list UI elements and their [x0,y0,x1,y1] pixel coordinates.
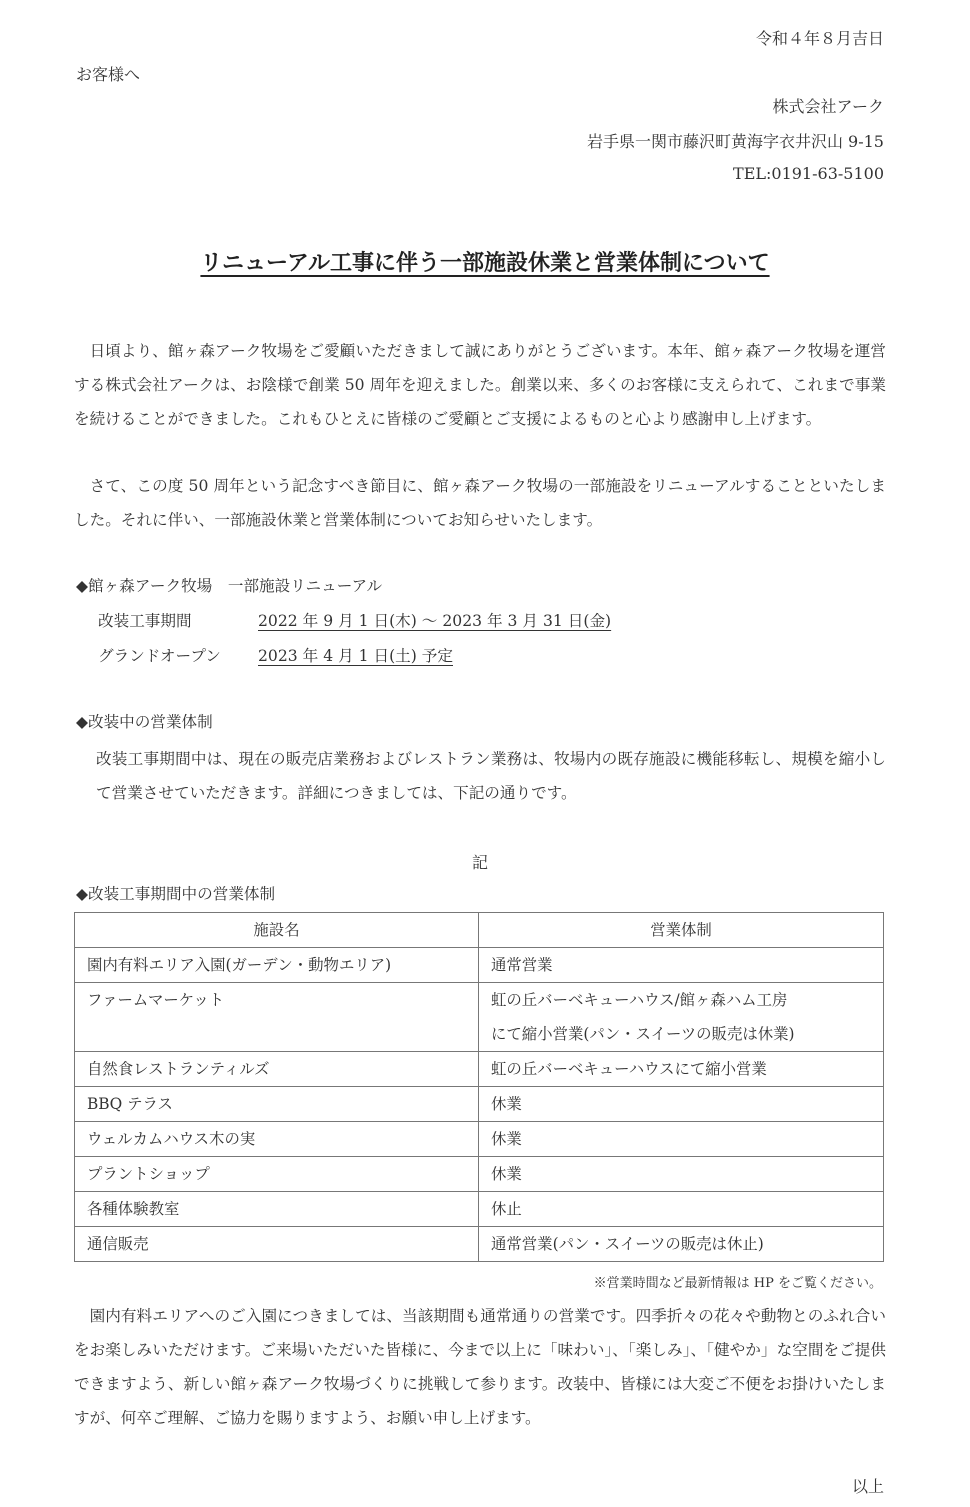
table-row [75,1052,884,1087]
company-name: 株式会社アーク [772,97,884,116]
ki-marker: 記 [471,853,488,872]
status-cell: 休業 [479,1157,884,1192]
operation-heading: ◆改装中の営業体制 [76,713,213,731]
document-title-text: リニューアル工事に伴う一部施設休業と営業体制について [200,250,770,276]
status-cell: 虹の丘バーベキューハウスにて縮小営業 [479,1052,884,1087]
status-line-1: 虹の丘バーベキューハウス/館ヶ森ハム工房 [491,991,788,1009]
column-header-facility: 施設名 [75,913,479,948]
facility-cell: 通信販売 [75,1227,479,1262]
facility-cell: ウェルカムハウス木の実 [75,1122,479,1157]
document-title [0,246,970,277]
table-row [75,948,884,983]
schedule-heading: ◆改装工事期間中の営業体制 [76,885,276,903]
schedule-table [74,912,884,1262]
operation-text: 改装工事期間中は、現在の販売店業務およびレストラン業務は、牧場内の既存施設に機能移転し、規模を縮小して営業させていただきます。詳細につきましては、下記の通りです。 [96,750,886,802]
closing-paragraph: 園内有料エリアへのご入園につきましては、当該期間も通常通りの営業です。四季折々の花々や動物とのふれ合いをお楽しみいただけます。ご来場いただいた皆様に、今まで以上に「味わい」、「楽しみ」、「健やか」な空間をご提供できますよう、新しい館ヶ森アーク牧場づくりに挑戦して参ります。改装中、皆様には大変ご不便をお掛けいたしますが、何卒ご理解、ご協力を賜りますよう、お願い申し上げます。 [74,1307,886,1427]
renewal-period-label: 改装工事期間 [98,612,192,630]
facility-cell: 園内有料エリア入園(ガーデン・動物エリア) [75,948,479,983]
table-row [75,1227,884,1262]
recipient: お客様へ [76,65,141,84]
status-cell: 通常営業(パン・スイーツの販売は休止) [479,1227,884,1262]
facility-cell: BBQ テラス [75,1087,479,1122]
facility-cell: ファームマーケット [75,983,479,1052]
grand-open-label: グランドオープン [98,647,221,665]
table-row [75,1087,884,1122]
table-header-row [75,913,884,948]
closing-word: 以上 [851,1477,884,1496]
renewal-period-value: 2022 年 9 月 1 日(木) ～ 2023 年 3 月 31 日(金) [258,612,612,630]
table-row [75,983,884,1052]
company-address: 岩手県一関市藤沢町黄海字衣井沢山 9-15 [586,132,884,151]
column-header-status: 営業体制 [479,913,884,948]
status-cell: 休止 [479,1192,884,1227]
document-date: 令和４年８月吉日 [755,29,884,48]
status-cell: 休業 [479,1087,884,1122]
intro-paragraph-1: 日頃より、館ヶ森アーク牧場をご愛顧いただきまして誠にありがとうございます。本年、館ヶ森アーク牧場を運営する株式会社アークは、お陰様で創業 50 周年を迎えました。創業以来、多くのお客様に支えられて、これまで事業を続けることができました。これもひとえに皆様のご愛顧とご支援によるものと心より感謝申し上げます。 [74,342,886,428]
status-line-2: にて縮小営業(パン・スイーツの販売は休業) [491,1025,795,1043]
status-cell: 休業 [479,1122,884,1157]
facility-cell: プラントショップ [75,1157,479,1192]
table-row [75,1157,884,1192]
company-tel: TEL:0191-63-5100 [733,164,884,183]
table-row [75,1122,884,1157]
renewal-heading: ◆館ヶ森アーク牧場 一部施設リニューアル [76,577,383,595]
grand-open-row [98,644,453,666]
grand-open-value: 2023 年 4 月 1 日(土) 予定 [258,647,453,665]
facility-cell: 各種体験教室 [75,1192,479,1227]
status-cell [479,983,884,1052]
schedule-note: ※営業時間など最新情報は HP をご覧ください。 [593,1276,882,1291]
status-cell: 通常営業 [479,948,884,983]
renewal-period-row [98,609,611,631]
intro-paragraph-2: さて、この度 50 周年という記念すべき節目に、館ヶ森アーク牧場の一部施設をリニューアルすることといたしました。それに伴い、一部施設休業と営業体制についてお知らせいたします。 [74,477,886,529]
facility-cell: 自然食レストランティルズ [75,1052,479,1087]
table-row [75,1192,884,1227]
